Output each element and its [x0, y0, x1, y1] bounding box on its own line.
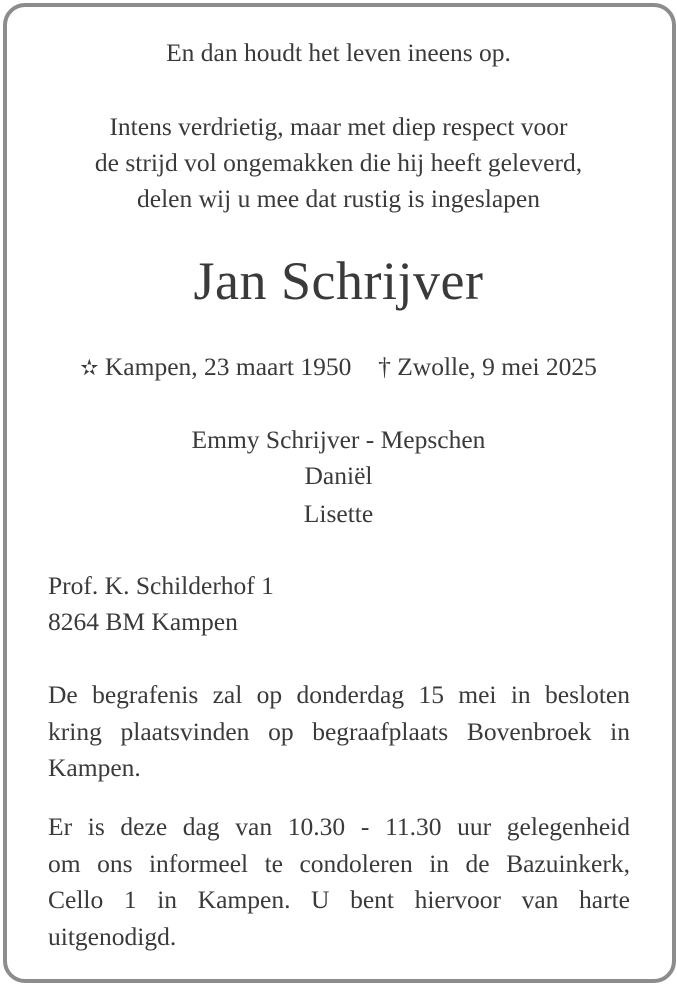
death-info: Zwolle, 9 mei 2025: [397, 352, 597, 381]
family-member: Lisette: [303, 499, 374, 528]
opening-line: En dan houdt het leven ineens op.: [166, 38, 511, 67]
funeral-line: De begrafenis zal op donderdag 15 mei in besloten: [48, 680, 630, 709]
intro-line: de strijd vol ongemakken die hij heeft geleverd,: [94, 148, 583, 177]
funeral-line: Kampen.: [48, 753, 141, 782]
star-icon: ✫: [80, 355, 99, 380]
intro-line: Intens verdrietig, maar met diep respect voor: [109, 112, 568, 141]
condolence-line: uitgenodigd.: [48, 922, 177, 951]
address-city: 8264 BM Kampen: [48, 607, 238, 636]
family-member: Emmy Schrijver - Mepschen: [191, 425, 486, 454]
condolence-line: Er is deze dag van 10.30 - 11.30 uur gelegenheid: [48, 812, 630, 841]
condolence-line: om ons informeel te condoleren in de Bazuinkerk,: [48, 849, 630, 878]
address-street: Prof. K. Schilderhof 1: [48, 571, 274, 600]
family-member: Daniël: [304, 461, 373, 490]
dagger-icon: †: [378, 352, 391, 381]
deceased-name: Jan Schrijver: [193, 251, 484, 311]
condolence-line: Cello 1 in Kampen. U bent hiervoor van harte: [48, 885, 630, 914]
birth-info: Kampen, 23 maart 1950: [104, 352, 352, 381]
intro-line: delen wij u mee dat rustig is ingeslapen: [137, 184, 540, 213]
birth-death-line: [0, 352, 677, 382]
funeral-line: kring plaatsvinden op begraafplaats Bovenbroek in: [48, 717, 630, 746]
